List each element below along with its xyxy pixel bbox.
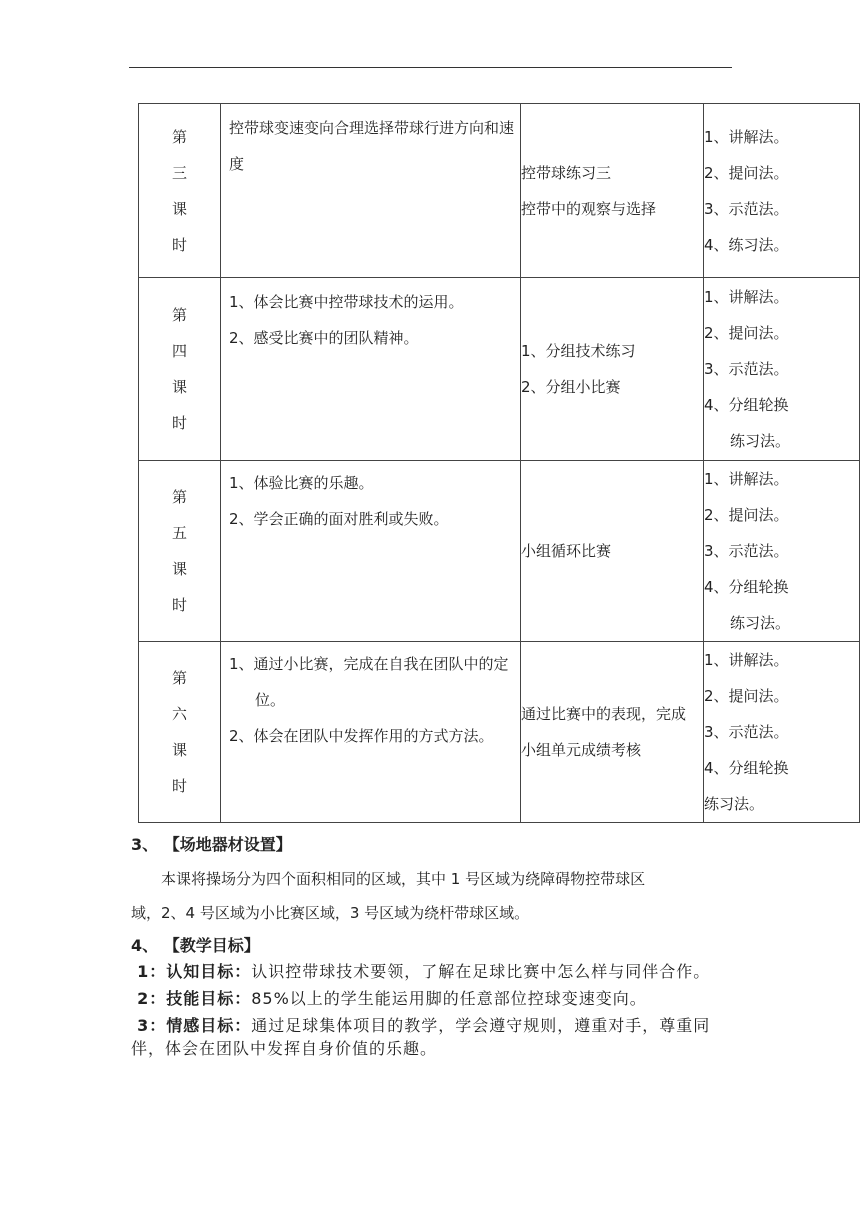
content-cell: 1、分组技术练习 2、分组小比赛 — [521, 278, 704, 461]
table-row — [139, 104, 860, 278]
lesson-number-cell: 第 五 课 时 — [139, 461, 221, 642]
content-cell: 控带球练习三 控带中的观察与选择 — [521, 104, 704, 278]
lesson-number-cell: 第 四 课 时 — [139, 278, 221, 461]
method-cell: 1、讲解法。 2、提问法。 3、示范法。 4、分组轮换 练习法。 — [704, 278, 860, 461]
method-cell: 1、讲解法。 2、提问法。 3、示范法。 4、分组轮换 练习法。 — [704, 642, 860, 823]
content-cell: 通过比赛中的表现，完成小组单元成绩考核 — [521, 642, 704, 823]
lesson-number-cell: 第 三 课 时 — [139, 104, 221, 278]
goal-item: 1：认知目标：认识控带球技术要领，了解在足球比赛中怎么样与同伴合作。 — [137, 962, 711, 981]
table-row — [139, 278, 860, 461]
lesson-plan-table — [138, 103, 860, 823]
goal-item: 2：技能目标：85%以上的学生能运用脚的任意部位控球变速变向。 — [137, 989, 647, 1008]
table-row — [139, 642, 860, 823]
lesson-number-cell: 第 六 课 时 — [139, 642, 221, 823]
header-rule — [129, 67, 732, 68]
section3-line1: 本课将操场分为四个面积相同的区域，其中 1 号区域为绕障碍物控带球区 — [161, 870, 646, 888]
goal-cell: 1、体验比赛的乐趣。 2、学会正确的面对胜利或失败。 — [221, 461, 521, 642]
goal-cell: 控带球变速变向合理选择带球行进方向和速度 — [221, 104, 521, 278]
content-cell: 小组循环比赛 — [521, 461, 704, 642]
goal-cell: 1、体会比赛中控带球技术的运用。 2、感受比赛中的团队精神。 — [221, 278, 521, 461]
method-cell: 1、讲解法。 2、提问法。 3、示范法。 4、分组轮换 练习法。 — [704, 461, 860, 642]
teaching-goals — [131, 960, 741, 1064]
section4-heading: 4、 【教学目标】 — [131, 936, 260, 955]
method-cell: 1、讲解法。 2、提问法。 3、示范法。 4、练习法。 — [704, 104, 860, 278]
goal-cell: 1、通过小比赛，完成在自我在团队中的定位。 2、体会在团队中发挥作用的方式方法。 — [221, 642, 521, 823]
goal-item: 3：情感目标：通过足球集体项目的教学，学会遵守规则，遵重对手，尊重同伴，体会在团队中发挥自身价值的乐趣。 — [131, 1016, 711, 1058]
section3-line2: 域，2、4 号区域为小比赛区域，3 号区域为绕杆带球区域。 — [131, 904, 530, 922]
table-row — [139, 461, 860, 642]
section3-heading: 3、 【场地器材设置】 — [131, 835, 292, 854]
